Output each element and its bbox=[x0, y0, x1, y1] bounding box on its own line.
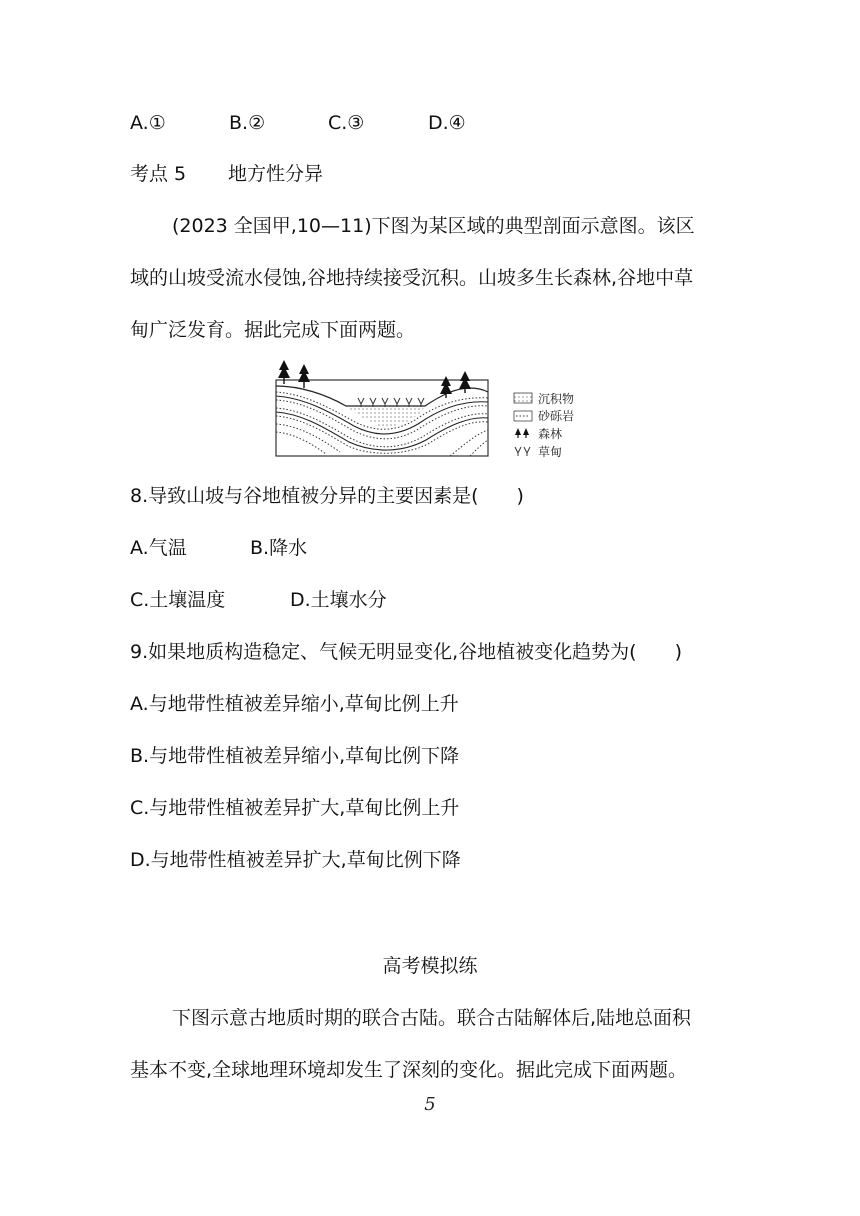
q7-option-a: A.① bbox=[130, 112, 166, 134]
legend-swatch-sediment bbox=[514, 393, 532, 403]
legend-label-forest: 森林 bbox=[538, 427, 563, 441]
cross-section-figure bbox=[270, 360, 600, 465]
legend bbox=[514, 391, 574, 459]
q9-option-a: A.与地带性植被差异缩小,草甸比例上升 bbox=[130, 693, 459, 715]
legend-swatch-meadow bbox=[515, 447, 530, 456]
q8-stem: 8.导致山坡与谷地植被分异的主要因素是( ) bbox=[130, 485, 524, 507]
q8-option-a: A.气温 bbox=[130, 537, 187, 559]
legend-label-meadow: 草甸 bbox=[538, 445, 563, 459]
q9-option-b: B.与地带性植被差异缩小,草甸比例下降 bbox=[130, 745, 460, 767]
q9-option-c: C.与地带性植被差异扩大,草甸比例上升 bbox=[130, 797, 460, 819]
legend-swatch-forest bbox=[515, 428, 529, 438]
practice-intro-line-2: 基本不变,全球地理环境却发生了深刻的变化。据此完成下面两题。 bbox=[130, 1059, 688, 1081]
q8-option-b: B.降水 bbox=[250, 537, 308, 559]
q8-option-d: D.土壤水分 bbox=[290, 589, 387, 611]
q8-option-c: C.土壤温度 bbox=[130, 589, 226, 611]
section-title: 地方性分异 bbox=[228, 163, 324, 185]
practice-intro-line-1: 下图示意古地质时期的联合古陆。联合古陆解体后,陆地总面积 bbox=[172, 1007, 692, 1029]
q9-option-d: D.与地带性植被差异扩大,草甸比例下降 bbox=[130, 849, 461, 871]
q7-option-c: C.③ bbox=[328, 112, 365, 134]
q9-stem: 9.如果地质构造稳定、气候无明显变化,谷地植被变化趋势为( ) bbox=[130, 641, 682, 663]
q7-option-b: B.② bbox=[229, 112, 266, 134]
practice-heading: 高考模拟练 bbox=[382, 955, 478, 977]
q7-option-d: D.④ bbox=[428, 112, 466, 134]
page-number: 5 bbox=[424, 1094, 436, 1115]
intro-line-1: (2023 全国甲,10—11)下图为某区域的典型剖面示意图。该区 bbox=[172, 215, 695, 237]
legend-label-sandstone: 砂砾岩 bbox=[538, 409, 575, 423]
section-label: 考点 5 bbox=[130, 163, 187, 185]
intro-line-2: 域的山坡受流水侵蚀,谷地持续接受沉积。山坡多生长森林,谷地中草 bbox=[130, 267, 694, 289]
legend-label-sediment: 沉积物 bbox=[538, 392, 575, 406]
intro-line-3: 甸广泛发育。据此完成下面两题。 bbox=[130, 319, 416, 341]
